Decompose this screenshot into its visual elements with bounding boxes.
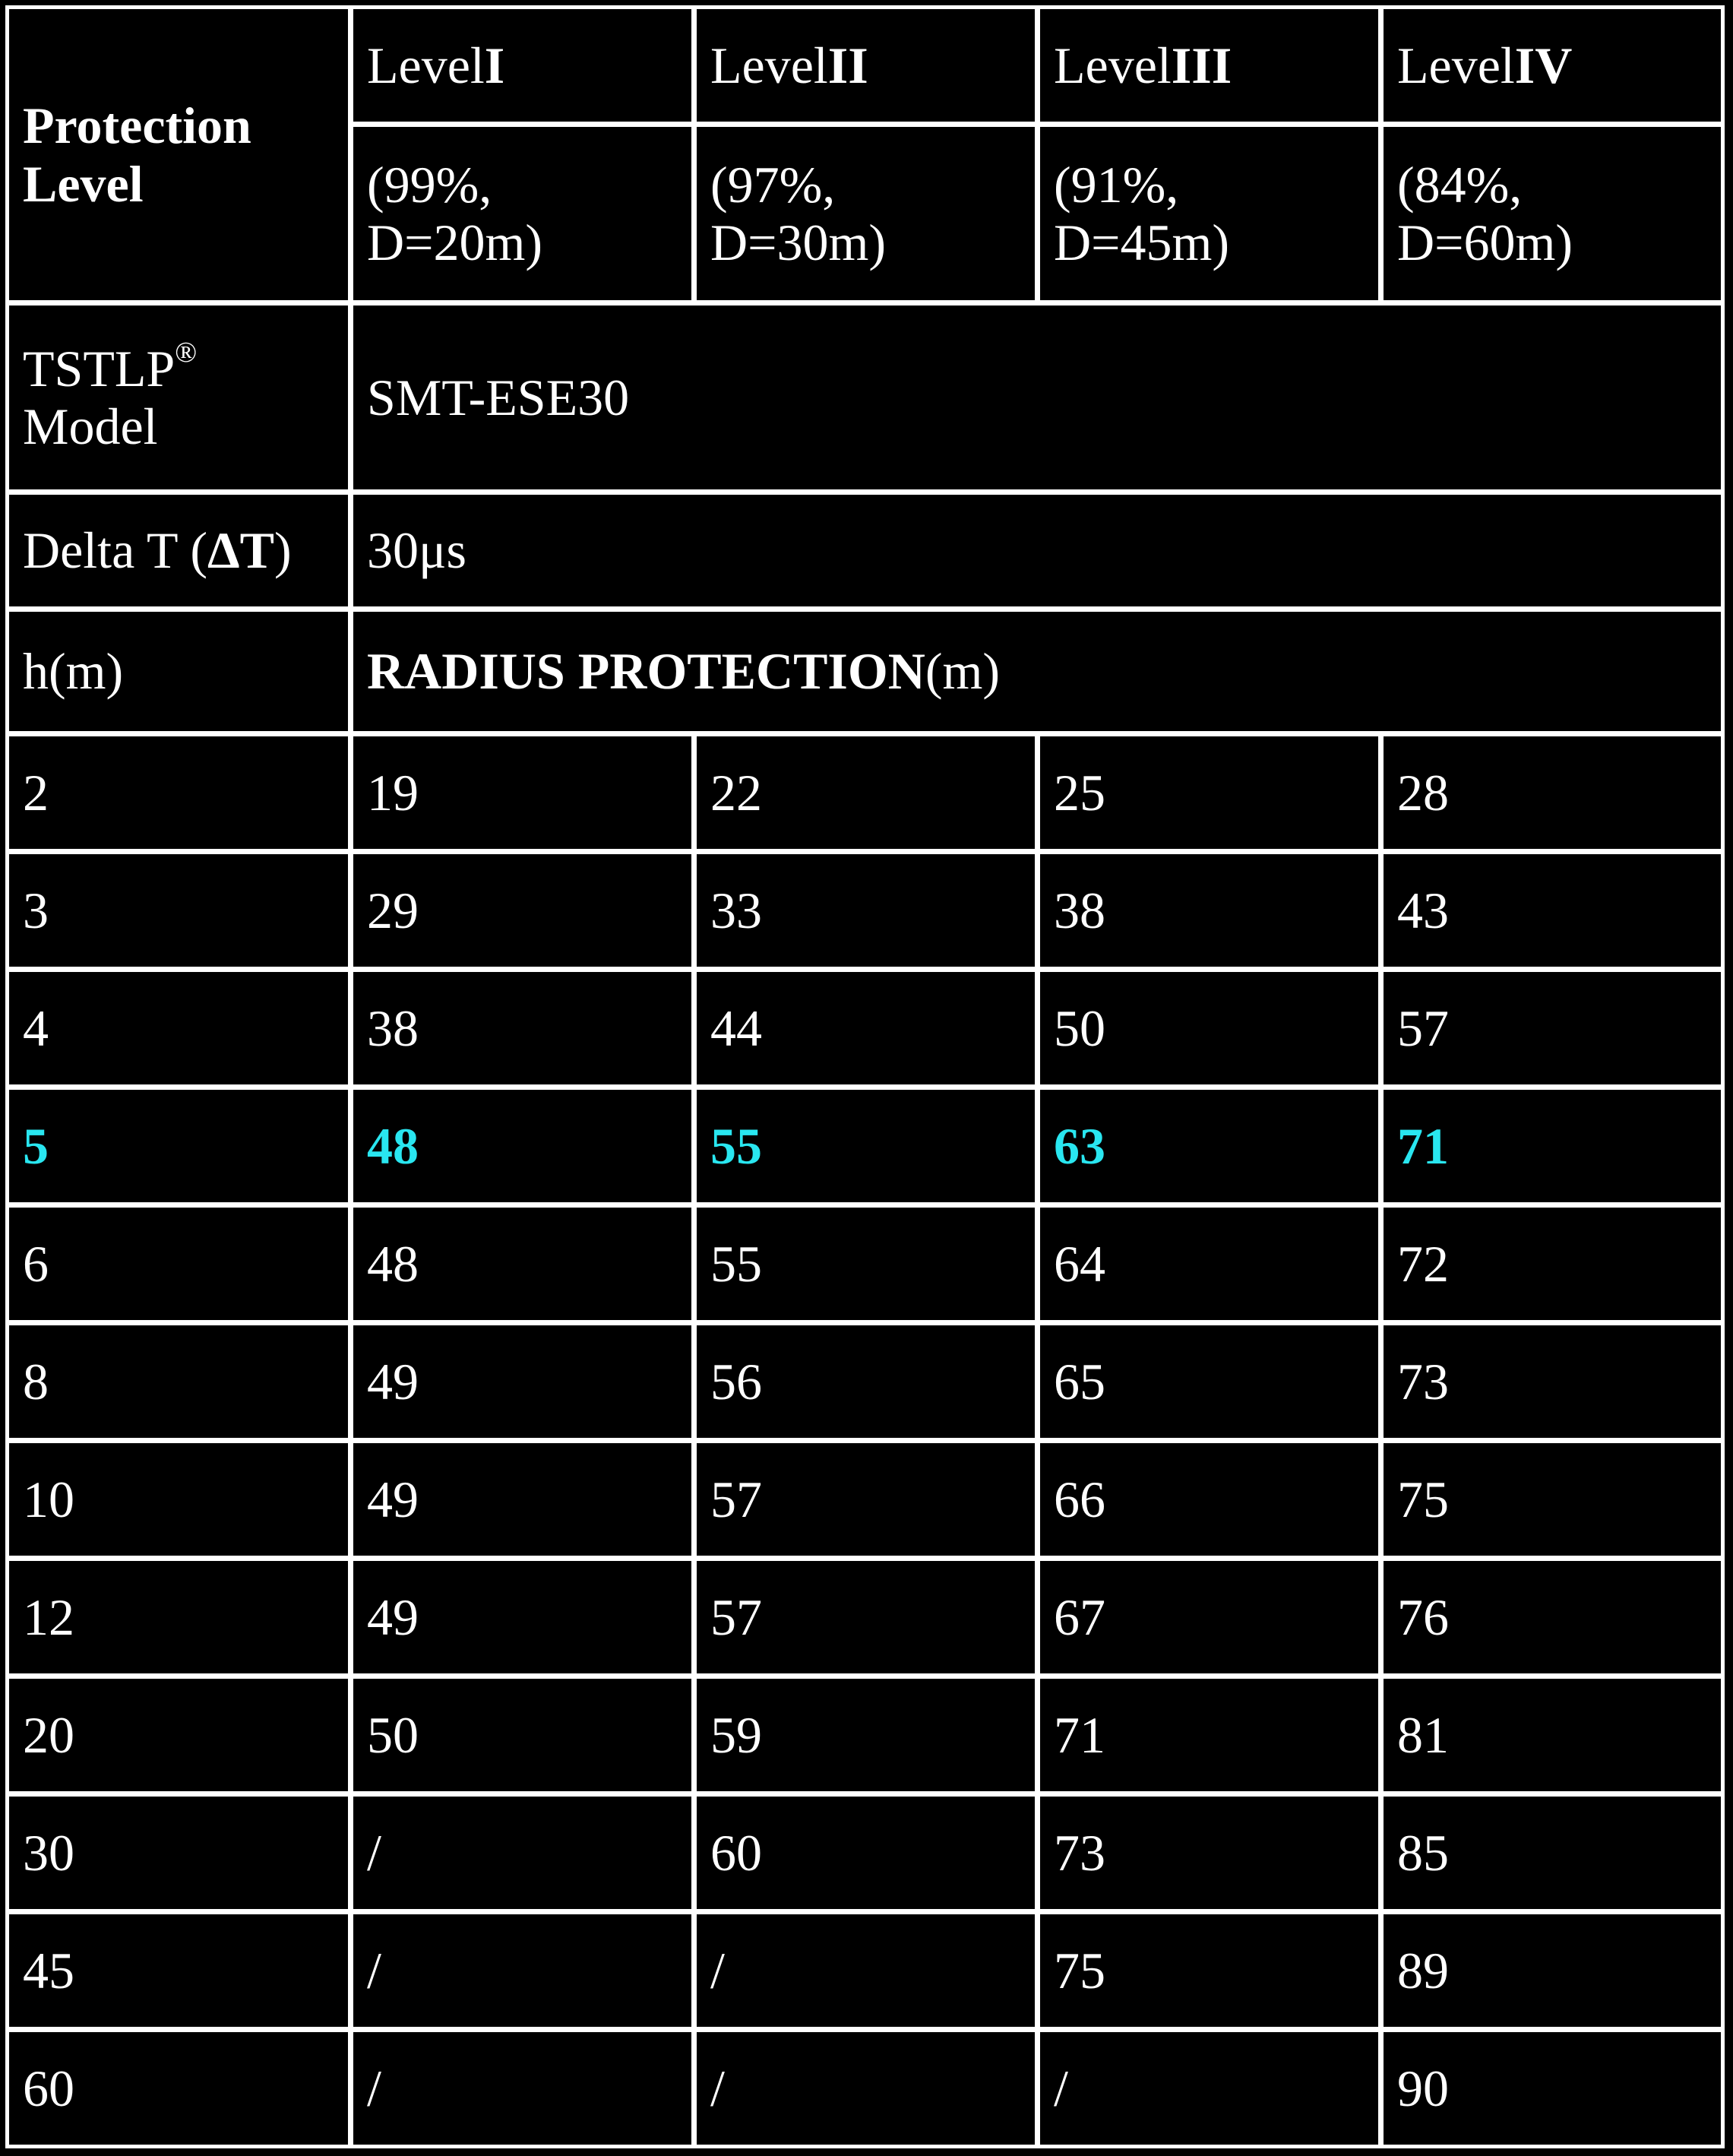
table-row-radius-level-1: 38 xyxy=(353,972,691,1084)
radius-protection-title-bold: RADIUS PROTECTION xyxy=(367,642,925,701)
table-row-radius-level-2: 59 xyxy=(697,1679,1035,1791)
level-1-roman: I xyxy=(484,36,505,94)
table-row-radius-level-1: / xyxy=(353,1797,691,1909)
table-row-height-cell: 5 xyxy=(9,1090,348,1202)
protection-level-header-line2: Level xyxy=(23,154,144,213)
table-row-radius-level-3: 75 xyxy=(1040,1914,1378,2027)
level-2-percent: (97%, xyxy=(710,155,836,214)
table-row-radius-level-3: / xyxy=(1040,2032,1378,2145)
level-2-details xyxy=(697,127,1035,300)
table-row-radius-level-3: 38 xyxy=(1040,854,1378,967)
table-row-radius-level-4: 76 xyxy=(1384,1561,1721,1673)
table-row-height-cell: 60 xyxy=(9,2032,348,2145)
table-row-radius-level-4: 89 xyxy=(1384,1914,1721,2027)
table-row-radius-level-2: 55 xyxy=(697,1090,1035,1202)
table-row-radius-level-3: 50 xyxy=(1040,972,1378,1084)
table-row-radius-level-2: 56 xyxy=(697,1325,1035,1438)
table-row-radius-level-3: 63 xyxy=(1040,1090,1378,1202)
table-row-height-cell: 6 xyxy=(9,1208,348,1320)
table-row-radius-level-4: 81 xyxy=(1384,1679,1721,1791)
protection-level-header-line1: Protection xyxy=(23,97,251,155)
table-row-radius-level-1: 49 xyxy=(353,1443,691,1556)
delta-t-label-prefix: Delta T ( xyxy=(23,521,207,580)
table-row-radius-level-2: 55 xyxy=(697,1208,1035,1320)
level-3-percent: (91%, xyxy=(1054,155,1179,214)
level-2-header xyxy=(697,9,1035,122)
table-row-radius-level-2: 57 xyxy=(697,1443,1035,1556)
level-4-percent: (84%, xyxy=(1397,155,1523,214)
table-row-height-cell: 45 xyxy=(9,1914,348,2027)
table-row-radius-level-2: 44 xyxy=(697,972,1035,1084)
table-row-radius-level-3: 67 xyxy=(1040,1561,1378,1673)
registered-mark: ® xyxy=(175,336,198,369)
table-row-radius-level-3: 73 xyxy=(1040,1797,1378,1909)
height-column-label: h(m) xyxy=(9,612,348,731)
table-row-radius-level-3: 65 xyxy=(1040,1325,1378,1438)
level-4-roman: IV xyxy=(1514,36,1573,94)
level-3-prefix: Level xyxy=(1054,36,1172,94)
delta-t-value: 30μs xyxy=(353,495,1721,606)
table-row-radius-level-1: 49 xyxy=(353,1561,691,1673)
table-row-radius-level-1: 50 xyxy=(353,1679,691,1791)
level-3-distance: D=45m) xyxy=(1054,214,1229,271)
table-row-radius-level-4: 43 xyxy=(1384,854,1721,967)
level-1-header xyxy=(353,9,691,122)
protection-radius-table xyxy=(9,9,1724,2147)
table-row-radius-level-2: 60 xyxy=(697,1797,1035,1909)
table-row-radius-level-1: 49 xyxy=(353,1325,691,1438)
table-row-radius-level-1: 19 xyxy=(353,736,691,849)
table-row-radius-level-4: 71 xyxy=(1384,1090,1721,1202)
table-row-height-cell: 10 xyxy=(9,1443,348,1556)
table-row-radius-level-1: 48 xyxy=(353,1208,691,1320)
table-row-radius-level-2: 57 xyxy=(697,1561,1035,1673)
table-row-radius-level-4: 57 xyxy=(1384,972,1721,1084)
table-row-height-cell: 30 xyxy=(9,1797,348,1909)
table-row-radius-level-2: 22 xyxy=(697,736,1035,849)
table-row-height-cell: 2 xyxy=(9,736,348,849)
level-3-header xyxy=(1040,9,1378,122)
table-row-radius-level-1: / xyxy=(353,2032,691,2145)
table-row-height-cell: 20 xyxy=(9,1679,348,1791)
model-label-line2: Model xyxy=(23,397,158,455)
table-row-radius-level-3: 71 xyxy=(1040,1679,1378,1791)
protection-level-header xyxy=(9,9,348,300)
radius-protection-unit: (m) xyxy=(925,642,1001,701)
delta-t-label-suffix: ) xyxy=(274,521,292,580)
table-row-radius-level-3: 25 xyxy=(1040,736,1378,849)
table-row-radius-level-2: / xyxy=(697,1914,1035,2027)
level-1-percent: (99%, xyxy=(367,155,492,214)
level-3-details xyxy=(1040,127,1378,300)
level-1-prefix: Level xyxy=(367,36,485,94)
level-2-roman: II xyxy=(827,36,868,94)
table-row-height-cell: 12 xyxy=(9,1561,348,1673)
level-1-details xyxy=(353,127,691,300)
table-row-radius-level-3: 66 xyxy=(1040,1443,1378,1556)
table-row-radius-level-2: 33 xyxy=(697,854,1035,967)
model-label-line1: TSTLP xyxy=(23,339,176,397)
table-row-radius-level-1: 48 xyxy=(353,1090,691,1202)
level-4-details xyxy=(1384,127,1721,300)
table-row-radius-level-1: / xyxy=(353,1914,691,2027)
table-row-radius-level-4: 90 xyxy=(1384,2032,1721,2145)
table-row-height-cell: 8 xyxy=(9,1325,348,1438)
model-label xyxy=(9,306,348,489)
table-row-radius-level-4: 75 xyxy=(1384,1443,1721,1556)
delta-t-symbol: ΔT xyxy=(207,521,274,580)
model-value: SMT-ESE30 xyxy=(353,306,1721,489)
table-row-radius-level-1: 29 xyxy=(353,854,691,967)
level-4-prefix: Level xyxy=(1397,36,1515,94)
table-row-radius-level-4: 72 xyxy=(1384,1208,1721,1320)
level-2-prefix: Level xyxy=(710,36,828,94)
table-row-radius-level-4: 28 xyxy=(1384,736,1721,849)
level-4-header xyxy=(1384,9,1721,122)
level-3-roman: III xyxy=(1171,36,1232,94)
table-row-radius-level-3: 64 xyxy=(1040,1208,1378,1320)
level-1-distance: D=20m) xyxy=(367,214,542,271)
radius-protection-title xyxy=(353,612,1721,731)
table-row-radius-level-2: / xyxy=(697,2032,1035,2145)
table-row-radius-level-4: 73 xyxy=(1384,1325,1721,1438)
delta-t-label xyxy=(9,495,348,606)
level-4-distance: D=60m) xyxy=(1397,214,1573,271)
level-2-distance: D=30m) xyxy=(710,214,886,271)
table-row-height-cell: 4 xyxy=(9,972,348,1084)
table-row-radius-level-4: 85 xyxy=(1384,1797,1721,1909)
table-row-height-cell: 3 xyxy=(9,854,348,967)
